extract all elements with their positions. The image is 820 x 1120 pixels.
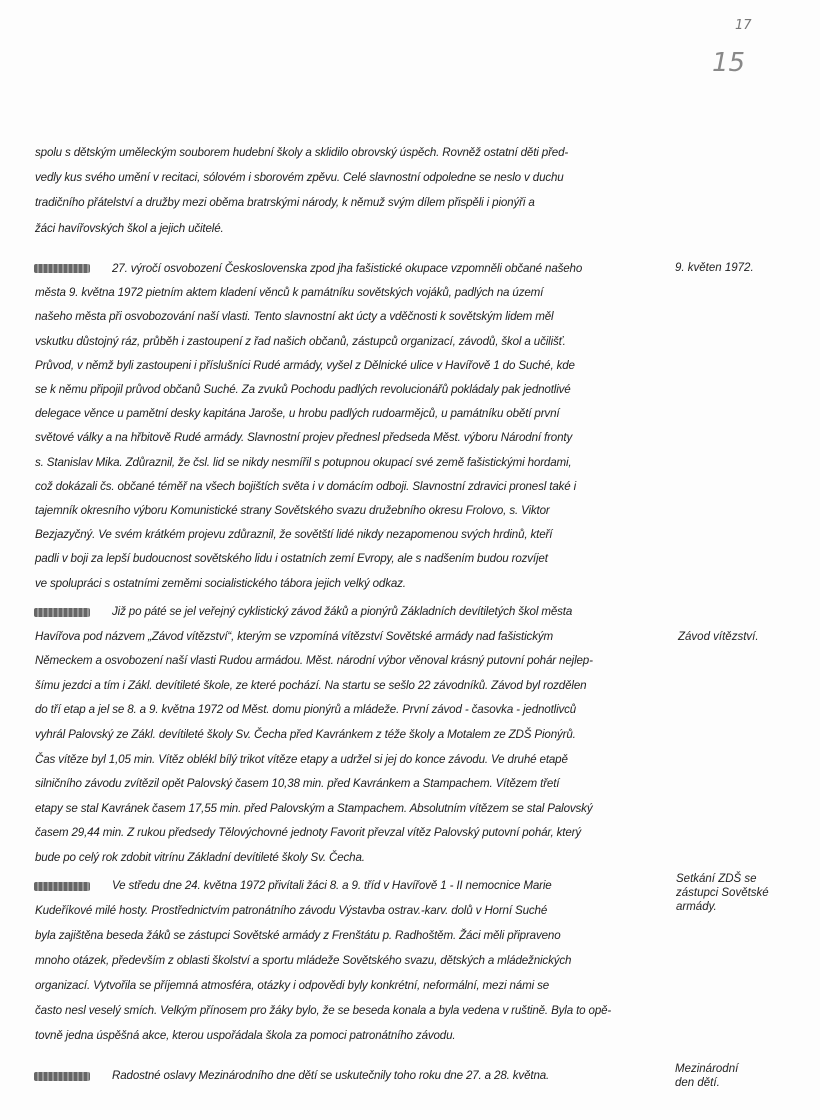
text-line: tovně jedna úspěšná akce, kterou uspořádala škola za pomoci patronátního závodu. bbox=[35, 1029, 456, 1042]
text-line: byla zajištěna beseda žáků se zástupci Sovětské armády z Frenštátu p. Radhoštěm. Žáci měli připraveno bbox=[35, 929, 561, 942]
text-line: žáci havířovských škol a jejich učitelé. bbox=[35, 221, 224, 235]
redacted-mark bbox=[34, 608, 90, 617]
text-line: Čas vítěze byl 1,05 min. Vítěz oblékl bílý trikot vítěze etapy a udržel si jej do konce závodu. Ve druhé etapě bbox=[35, 752, 568, 766]
text-line: šímu jezdci a tím i Zákl. devítileté škole, ze které pochází. Na startu se sešlo 22 závodníků. Závod byl rozdělen bbox=[35, 678, 587, 692]
text-line: tajemník okresního výboru Komunistické strany Sovětského svazu družebního okresu Frolovo, s. Viktor bbox=[35, 504, 550, 517]
redacted-mark bbox=[34, 264, 90, 273]
text-line: často nesl veselý smích. Velkým přínosem pro žáky bylo, že se beseda konala a byla vedena v ruštině. Byla to opě- bbox=[35, 1004, 612, 1017]
redacted-mark bbox=[34, 882, 90, 891]
text-line: bude po celý rok zdobit vitrínu Základní devítileté školy Sv. Čecha. bbox=[35, 851, 365, 864]
text-line: mnoho otázek, především z oblasti školství a sportu mládeže Sovětského svazu, dětských a mládežnických bbox=[35, 954, 572, 967]
text-line: Radostné oslavy Mezinárodního dne dětí se uskutečnily toho roku dne 27. a 28. května. bbox=[112, 1069, 550, 1082]
margin-note: Setkání ZDŠ se zástupci Sovětské armády. bbox=[676, 873, 769, 913]
text-line: města 9. května 1972 pietním aktem kladení věnců k památníku sovětských vojáků, padlých na území bbox=[35, 286, 544, 300]
text-line: světové války a na hřbitově Rudé armády. Slavnostní projev přednesl předseda Měst. výboru Národní fronty bbox=[35, 431, 573, 445]
text-line: našeho města při osvobozování naší vlasti. Tento slavnostní akt úcty a vděčnosti k sovětským lidem měl bbox=[35, 310, 554, 324]
text-line: Kudeříkové milé hosty. Prostřednictvím patronátního závodu Výstavba ostrav.-karv. dolů v Horní Suché bbox=[35, 904, 548, 917]
text-line: Ve středu dne 24. května 1972 přivítali žáci 8. a 9. tříd v Havířově 1 - II nemocnice Marie bbox=[112, 879, 552, 892]
text-line: silničního závodu zvítězil opět Palovský časem 10,38 min. před Kavránkem a Stampachem. Vítězem třetí bbox=[35, 777, 560, 791]
text-line: Průvod, v němž byli zastoupeni i příslušníci Rudé armády, vyšel z Dělnické ulice v Havířově 1 do Suché, kde bbox=[35, 358, 575, 372]
text-line: s. Stanislav Mika. Zdůraznil, že čsl. lid se nikdy nesmířil s potupnou okupací své země fašistickými hordami, bbox=[35, 455, 572, 469]
text-line: spolu s dětským uměleckým souborem hudební školy a sklidilo obrovský úspěch. Rovněž ostatní děti před- bbox=[35, 146, 569, 159]
text-line: Již po páté se jel veřejný cyklistický závod žáků a pionýrů Základních devítiletých škol města bbox=[112, 605, 573, 618]
text-line: vedly kus svého umění v recitaci, sólovém i sborovém zpěvu. Celé slavnostní odpoledne se neslo v duchu bbox=[35, 171, 564, 185]
text-line: vyhrál Palovský ze Zákl. devítileté školy Sv. Čecha před Kavránkem z téže školy a Motalem ze ZDŠ Pionýrů. bbox=[35, 728, 576, 741]
text-line: vskutku důstojný ráz, průběh i zastoupení z řad našich občanů, zástupců organizací, závodů, škol a učilišť. bbox=[35, 334, 566, 348]
margin-note: Závod vítězství. bbox=[678, 631, 759, 643]
page-number: 15 bbox=[712, 48, 746, 78]
text-line: časem 29,44 min. Z rukou předsedy Tělovýchovné jednoty Favorit převzal vítěz Palovský putovní pohár, který bbox=[35, 826, 582, 840]
text-line: Havířova pod názvem „Závod vítězství“, kterým se vzpomíná vítězství Sovětské armády nad fašistickým bbox=[35, 629, 554, 643]
text-line: se k němu připojil průvod občanů Suché. Za zvuků Pochodu padlých revolucionářů pokládaly pak jednotlivé bbox=[35, 383, 571, 396]
margin-note: 9. květen 1972. bbox=[675, 262, 754, 274]
text-line: organizací. Vytvořila se příjemná atmosféra, otázky i odpovědi byly konkrétní, neformální, mezi námi se bbox=[35, 979, 550, 992]
text-line: Bezjazyčný. Ve svém krátkém projevu zdůraznil, že sovětští lidé nikdy nezapomenou svých hrdinů, kteří bbox=[35, 528, 553, 542]
text-line: což dokázali čs. občané téměř na všech bojištích světa i v domácím odboji. Slavnostní zdravici pronesl také i bbox=[35, 479, 577, 493]
margin-note: Mezinárodní den dětí. bbox=[675, 1063, 739, 1089]
text-line: padli v boji za lepší budoucnost sovětského lidu i ostatních zemí Evropy, ale s nadšením budou rozvíjet bbox=[35, 552, 548, 566]
old-page-number: 17 bbox=[735, 18, 752, 33]
redacted-mark bbox=[34, 1072, 90, 1081]
text-line: ve spolupráci s ostatními zeměmi socialistického tábora jejich velký odkaz. bbox=[35, 576, 406, 590]
text-line: do tří etap a jel se 8. a 9. května 1972 od Měst. domu pionýrů a mládeže. První závod - časovka - jednotlivců bbox=[35, 703, 577, 717]
text-line: Německem a osvobození naší vlasti Rudou armádou. Měst. národní výbor věnoval krásný putovní pohár nejlep- bbox=[35, 654, 593, 668]
text-line: tradičního přátelství a družby mezi oběma bratrskými národy, k němuž svým dílem přispěli i pionýři a bbox=[35, 196, 535, 210]
text-line: etapy se stal Kavránek časem 17,55 min. před Palovským a Stampachem. Absolutním vítězem se stal Palovský bbox=[35, 801, 593, 815]
text-line: delegace věnce u pamětní desky kapitána Jaroše, u hrobu padlých rudoarmějců, u památníku obětí první bbox=[35, 407, 560, 421]
text-line: 27. výročí osvobození Československa zpod jha fašistické okupace vzpomněli občané našeho bbox=[112, 262, 583, 275]
